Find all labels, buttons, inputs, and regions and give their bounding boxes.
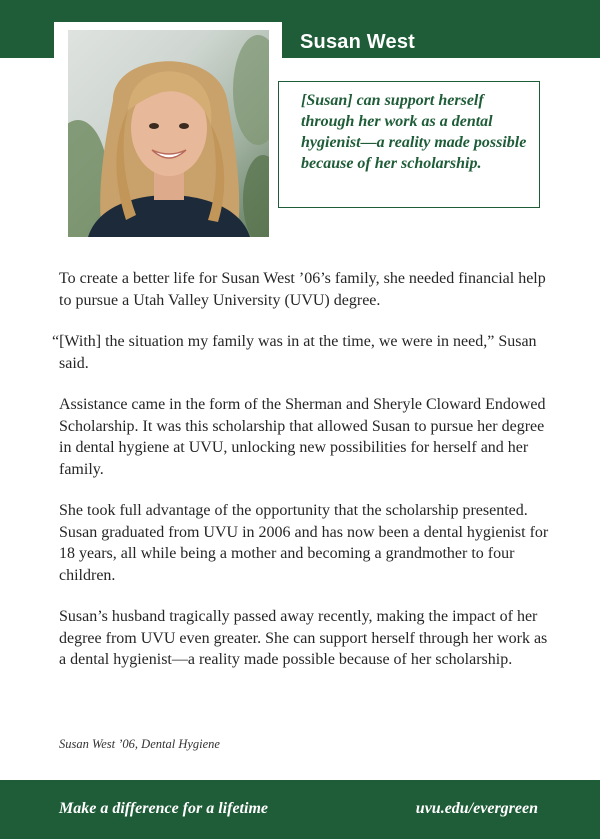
portrait-photo xyxy=(68,30,269,237)
article-paragraph-advantage: She took full advantage of the opportunity that the scholarship presented. Susan graduated from UVU in 2006 and has now been a dental hygienist for 18 years, all while being a mother and becoming a grandmother to four children. xyxy=(59,502,549,584)
footer-url-link[interactable]: uvu.edu/evergreen xyxy=(415,800,538,817)
photo-caption: Susan West ’06, Dental Hygiene xyxy=(59,737,220,751)
pull-quote-box xyxy=(278,81,540,208)
pull-quote-text: [Susan] can support herself through her work as a dental hygienist—a reality made possible because of her scholarship. xyxy=(301,92,527,172)
profile-name-heading: Susan West xyxy=(300,31,415,53)
footer-tagline: Make a difference for a lifetime xyxy=(59,800,268,817)
portrait-illustration xyxy=(68,30,269,237)
article-paragraph-quote: “[With] the situation my family was in at the time, we were in need,” Susan said. xyxy=(52,333,537,372)
footer-bar xyxy=(0,780,600,839)
article-paragraph-impact: Susan’s husband tragically passed away recently, making the impact of her degree from UVU even greater. She can support herself through her work as a dental hygienist—a reality made possible because of her scholarship. xyxy=(59,608,548,668)
article-paragraph-intro: To create a better life for Susan West ’06’s family, she needed financial help to pursue a Utah Valley University (UVU) degree. xyxy=(59,270,546,309)
article-body xyxy=(52,268,549,691)
article-paragraph-assistance: Assistance came in the form of the Sherman and Sheryle Cloward Endowed Scholarship. It was this scholarship that allowed Susan to pursue her degree in dental hygiene at UVU, unlocking new possibilities for herself and her family. xyxy=(59,396,546,478)
